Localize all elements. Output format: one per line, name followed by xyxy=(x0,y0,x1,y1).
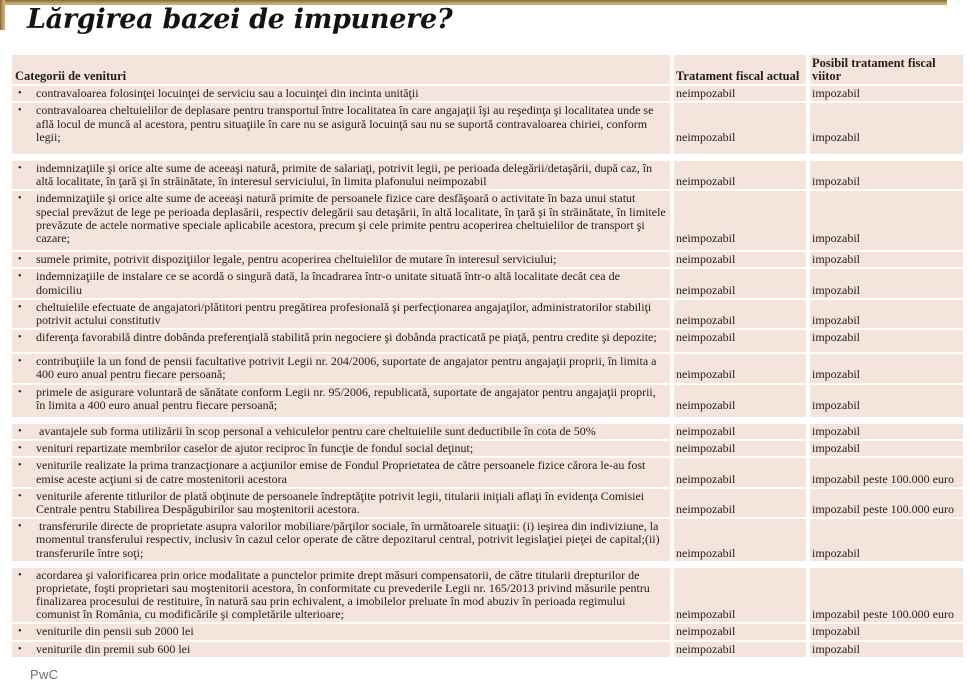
current-treatment-value: neimpozabil xyxy=(670,330,806,354)
current-treatment-value: neimpozabil xyxy=(670,86,806,103)
future-treatment-value: impozabil xyxy=(806,519,963,568)
bullet-icon: • xyxy=(18,193,22,205)
bullet-icon: • xyxy=(18,569,22,581)
page-title: Lărgirea bazei de impunere? xyxy=(27,4,453,35)
bullet-icon: • xyxy=(18,643,22,655)
table-row xyxy=(12,624,963,641)
income-categories-table xyxy=(12,55,963,659)
category-text: venituri repartizate membrilor caselor de ajutor reciproc în funcţie de fondul social deţinut; xyxy=(36,441,474,456)
current-treatment-value: neimpozabil xyxy=(670,252,806,269)
category-text: contravaloarea folosinţei locuinţei de serviciu sau a locuinţei din incinta unităţii xyxy=(36,86,419,101)
category-cell xyxy=(12,191,670,252)
table-body xyxy=(12,86,963,659)
current-treatment-value: neimpozabil xyxy=(670,269,806,299)
future-treatment-value: impozabil xyxy=(806,330,963,354)
future-treatment-value: impozabil peste 100.000 euro xyxy=(806,489,963,519)
future-treatment-value: impozabil xyxy=(806,624,963,641)
table-row xyxy=(12,489,963,519)
current-treatment-value: neimpozabil xyxy=(670,458,806,488)
current-treatment-value: neimpozabil xyxy=(670,424,806,441)
category-cell xyxy=(12,330,670,354)
future-treatment-value: impozabil xyxy=(806,161,963,191)
category-text: indemnizaţiile şi orice alte sume de aceeaşi natură primite de persoanele fizice care desfăşoară o activitate în baza unui statut special prevăzut de lege pe perioada deplasării, respectiv delegării sau detaşării, în altă localitate, în ţară şi în străinătate, în limitele prevăzute de actele normative speciale aplicabile acestora, precum şi cele primite pentru acoperirea cheltuielilor de transport şi cazare; xyxy=(36,191,669,245)
bullet-icon: • xyxy=(18,460,22,472)
category-text: acordarea şi valorificarea prin orice modalitate a punctelor primite drept măsuri compensatorii, de către titularii drepturilor de proprietate, foşti proprietari sau moştenitorii acestora, în conformitate cu prevederile Legii nr. 165/2013 privind măsurile pentru finalizarea procesului de restituire, în natură sau prin echivalent, a imobilelor preluate în mod abuziv în perioada regimului comunist în România, cu modificările şi completările ulterioare; xyxy=(36,567,653,622)
current-treatment-value: neimpozabil xyxy=(670,519,806,568)
table-row xyxy=(12,161,963,191)
bullet-icon: • xyxy=(18,521,22,533)
table-row xyxy=(12,458,963,488)
current-treatment-value: neimpozabil xyxy=(670,354,806,384)
column-header-current-treatment: Tratament fiscal actual xyxy=(670,55,806,86)
category-text: contribuţiile la un fond de pensii facultative potrivit Legii nr. 204/2006, suportate de angajator pentru angajaţii proprii, în limita a 400 euro anual pentru fiecare persoană; xyxy=(36,354,660,382)
category-text: avantajele sub forma utilizării în scop personal a vehiculelor pentru care cheltuielile sunt deductibile în cota de 50% xyxy=(36,424,596,438)
future-treatment-value: impozabil xyxy=(806,441,963,458)
table-row xyxy=(12,519,963,568)
bullet-icon: • xyxy=(18,426,22,437)
table-row xyxy=(12,191,963,252)
table-row xyxy=(12,441,963,458)
current-treatment-value: neimpozabil xyxy=(670,191,806,252)
bullet-icon: • xyxy=(18,626,22,638)
category-cell xyxy=(12,269,670,299)
table-row xyxy=(12,103,963,161)
category-text: primele de asigurare voluntară de sănătate conform Legii nr. 95/2006, republicată, suportate de angajator pentru angajaţii proprii, în limita a 400 euro anual pentru fiecare persoană; xyxy=(36,384,659,412)
category-cell xyxy=(12,103,670,161)
future-treatment-value: impozabil xyxy=(806,269,963,299)
category-text: veniturile din pensii sub 2000 lei xyxy=(36,624,194,639)
category-text: transferurile directe de proprietate asupra valorilor mobiliare/părţilor sociale, în următoarele situaţii: (i) ieşirea din indiviziune, la momentul transferului respectiv, inclusiv în cazul celor operate de către depozitarul central, potrivit legislaţiei pieţei de capital;(ii) transferurile între soţi; xyxy=(36,519,663,560)
current-treatment-value: neimpozabil xyxy=(670,103,806,161)
category-cell xyxy=(12,354,670,384)
category-text: veniturile din premii sub 600 lei xyxy=(36,641,191,656)
current-treatment-value: neimpozabil xyxy=(670,300,806,330)
bullet-icon: • xyxy=(18,443,22,455)
column-header-categories: Categorii de venituri xyxy=(12,55,670,86)
current-treatment-value: neimpozabil xyxy=(670,568,806,625)
category-cell xyxy=(12,300,670,330)
slide-accent-border-left xyxy=(0,0,5,30)
category-cell xyxy=(12,568,670,625)
table-row xyxy=(12,252,963,269)
future-treatment-value: impozabil peste 100.000 euro xyxy=(806,458,963,488)
table-row xyxy=(12,385,963,424)
future-treatment-value: impozabil xyxy=(806,424,963,441)
table-row xyxy=(12,354,963,384)
bullet-icon: • xyxy=(18,88,22,100)
bullet-icon: • xyxy=(18,490,22,502)
category-text: indemnizaţiile şi orice alte sume de aceeaşi natură, primite de salariaţi, potrivit legii, pe perioada delegării/detaşării, după caz, în altă localitate, în ţară şi în străinătate, în interesul serviciului, în limita plafonului neimpozabil xyxy=(36,161,656,189)
bullet-icon: • xyxy=(18,332,22,344)
category-cell xyxy=(12,385,670,424)
bullet-icon: • xyxy=(18,105,22,117)
future-treatment-value: impozabil xyxy=(806,252,963,269)
future-treatment-value: impozabil xyxy=(806,354,963,384)
bullet-icon: • xyxy=(18,301,22,313)
category-cell xyxy=(12,441,670,458)
table-row xyxy=(12,642,963,659)
current-treatment-value: neimpozabil xyxy=(670,489,806,519)
category-cell xyxy=(12,642,670,659)
category-cell xyxy=(12,624,670,641)
category-cell xyxy=(12,489,670,519)
category-text: cheltuielile efectuate de angajatori/plătitori pentru pregătirea profesională şi perfecţionarea angajaţilor, administratorilor stabiliţi potrivit actului constitutiv xyxy=(36,299,655,327)
category-cell xyxy=(12,161,670,191)
future-treatment-value: impozabil xyxy=(806,642,963,659)
current-treatment-value: neimpozabil xyxy=(670,385,806,424)
category-cell xyxy=(12,519,670,568)
table-row xyxy=(12,424,963,441)
table-row xyxy=(12,330,963,354)
future-treatment-value: impozabil peste 100.000 euro xyxy=(806,568,963,625)
current-treatment-value: neimpozabil xyxy=(670,441,806,458)
category-text: contravaloarea cheltuielilor de deplasare pentru transportul între localitatea în care angajaţii îşi au reşedinţa şi localitatea unde se află locul de muncă al acestora, pentru situaţiile în care nu se asigură locuinţă sau nu se suportă contravaloarea chiriei, conform legii; xyxy=(36,103,657,144)
table-row xyxy=(12,300,963,330)
future-treatment-value: impozabil xyxy=(806,385,963,424)
table-row xyxy=(12,86,963,103)
table-row xyxy=(12,568,963,625)
future-treatment-value: impozabil xyxy=(806,86,963,103)
category-text: veniturile aferente titlurilor de plată obţinute de persoanele îndreptăţite potrivit legii, titularii iniţiali aflaţi în evidenţa Comisiei Centrale pentru Stabilirea Despăgubirilor sau moştenitorii acestora. xyxy=(36,488,648,516)
future-treatment-value: impozabil xyxy=(806,191,963,252)
column-header-future-treatment: Posibil tratament fiscal viitor xyxy=(806,55,963,86)
bullet-icon: • xyxy=(18,271,22,283)
table-row xyxy=(12,269,963,299)
bullet-icon: • xyxy=(18,254,22,266)
category-cell xyxy=(12,86,670,103)
future-treatment-value: impozabil xyxy=(806,103,963,161)
current-treatment-value: neimpozabil xyxy=(670,161,806,191)
pwc-logo: PwC xyxy=(30,667,59,682)
current-treatment-value: neimpozabil xyxy=(670,642,806,659)
bullet-icon: • xyxy=(18,163,22,174)
category-text: diferenţa favorabilă dintre dobânda preferenţială stabilită prin negociere şi dobânda practicată pe piaţă, pentru credite şi depozite; xyxy=(36,330,657,345)
bullet-icon: • xyxy=(18,356,22,368)
table-header-row xyxy=(12,55,963,86)
category-cell xyxy=(12,252,670,269)
bullet-icon: • xyxy=(18,386,22,398)
category-text: veniturile realizate la prima tranzacţionare a acţiunilor emise de Fondul Proprietatea de către persoanele fizice cărora le-au fost emise aceste acţiuni si de catre mostenitorii acestora xyxy=(36,458,649,486)
current-treatment-value: neimpozabil xyxy=(670,624,806,641)
future-treatment-value: impozabil xyxy=(806,300,963,330)
category-cell xyxy=(12,458,670,488)
category-text: indemnizaţiile de instalare ce se acordă o singură dată, la încadrarea într-o unitate situată într-o altă localitate decât cea de domiciliu xyxy=(36,269,623,297)
category-text: sumele primite, potrivit dispoziţiilor legale, pentru acoperirea cheltuielilor de mutare în interesul serviciului; xyxy=(36,252,557,267)
category-cell xyxy=(12,424,670,441)
